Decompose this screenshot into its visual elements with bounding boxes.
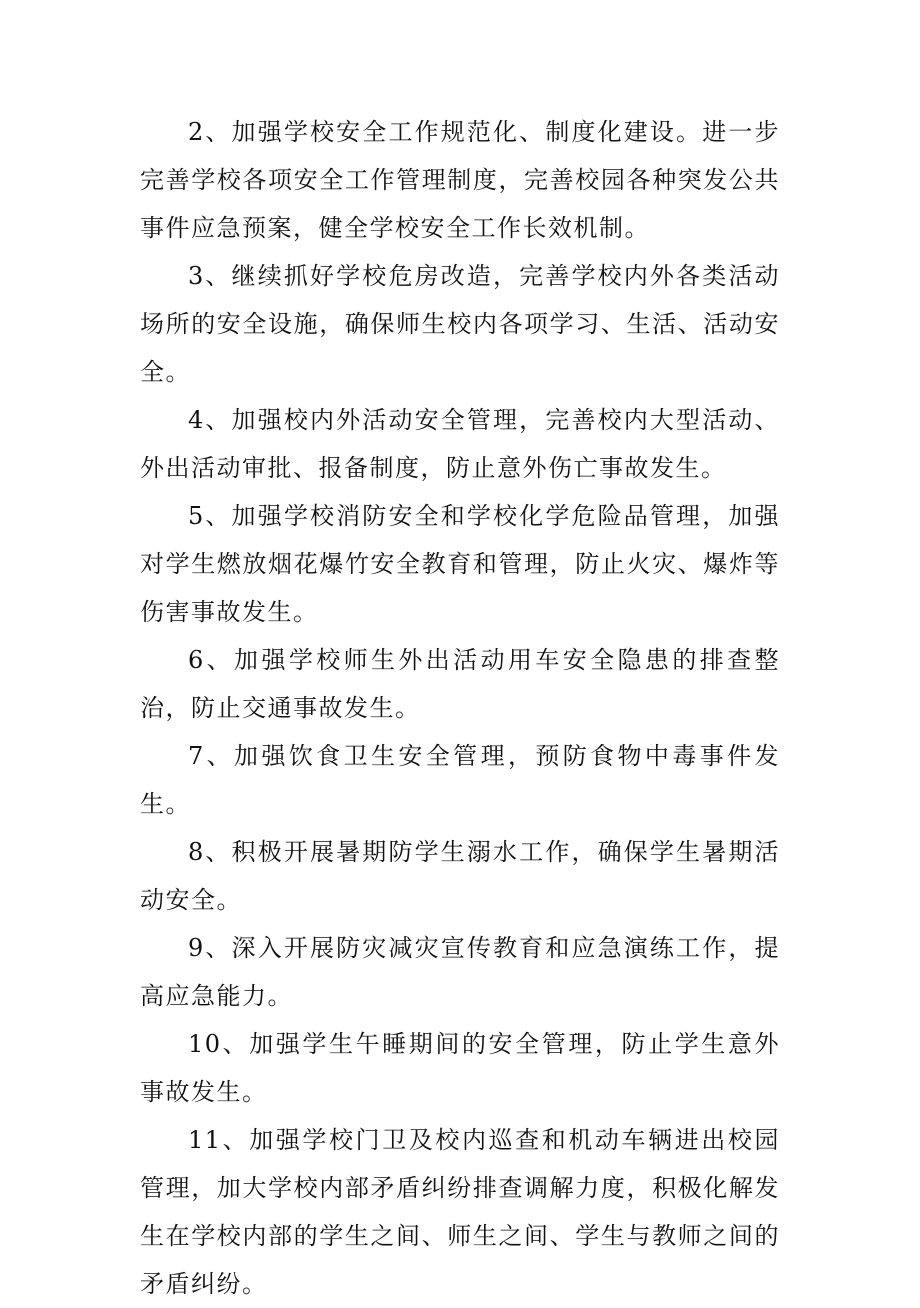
paragraph-item-6: 6、加强学校师生外出活动用车安全隐患的排查整治，防止交通事故发生。 xyxy=(140,646,780,722)
paragraph-item-7: 7、加强饮食卫生安全管理，预防食物中毒事件发生。 xyxy=(140,742,780,818)
paragraph-item-4: 4、加强校内外活动安全管理，完善校内大型活动、外出活动审批、报备制度，防止意外伤亡事故发生。 xyxy=(140,406,780,482)
paragraph-item-10: 10、加强学生午睡期间的安全管理，防止学生意外事故发生。 xyxy=(140,1030,780,1106)
paragraph-item-3: 3、继续抓好学校危房改造，完善学校内外各类活动场所的安全设施，确保师生校内各项学习、生活、活动安全。 xyxy=(140,262,780,386)
paragraph-item-5: 5、加强学校消防安全和学校化学危险品管理，加强对学生燃放烟花爆竹安全教育和管理，防止火灾、爆炸等伤害事故发生。 xyxy=(140,502,780,626)
document-body xyxy=(140,108,780,1308)
paragraph-item-2: 2、加强学校安全工作规范化、制度化建设。进一步完善学校各项安全工作管理制度，完善校园各种突发公共事件应急预案，健全学校安全工作长效机制。 xyxy=(140,118,780,242)
paragraph-item-9: 9、深入开展防灾减灾宣传教育和应急演练工作，提高应急能力。 xyxy=(140,934,780,1010)
paragraph-item-11: 11、加强学校门卫及校内巡查和机动车辆进出校园管理，加大学校内部矛盾纠纷排查调解力度，积极化解发生在学校内部的学生之间、师生之间、学生与教师之间的矛盾纠纷。 xyxy=(140,1126,780,1298)
paragraph-item-8: 8、积极开展暑期防学生溺水工作，确保学生暑期活动安全。 xyxy=(140,838,780,914)
